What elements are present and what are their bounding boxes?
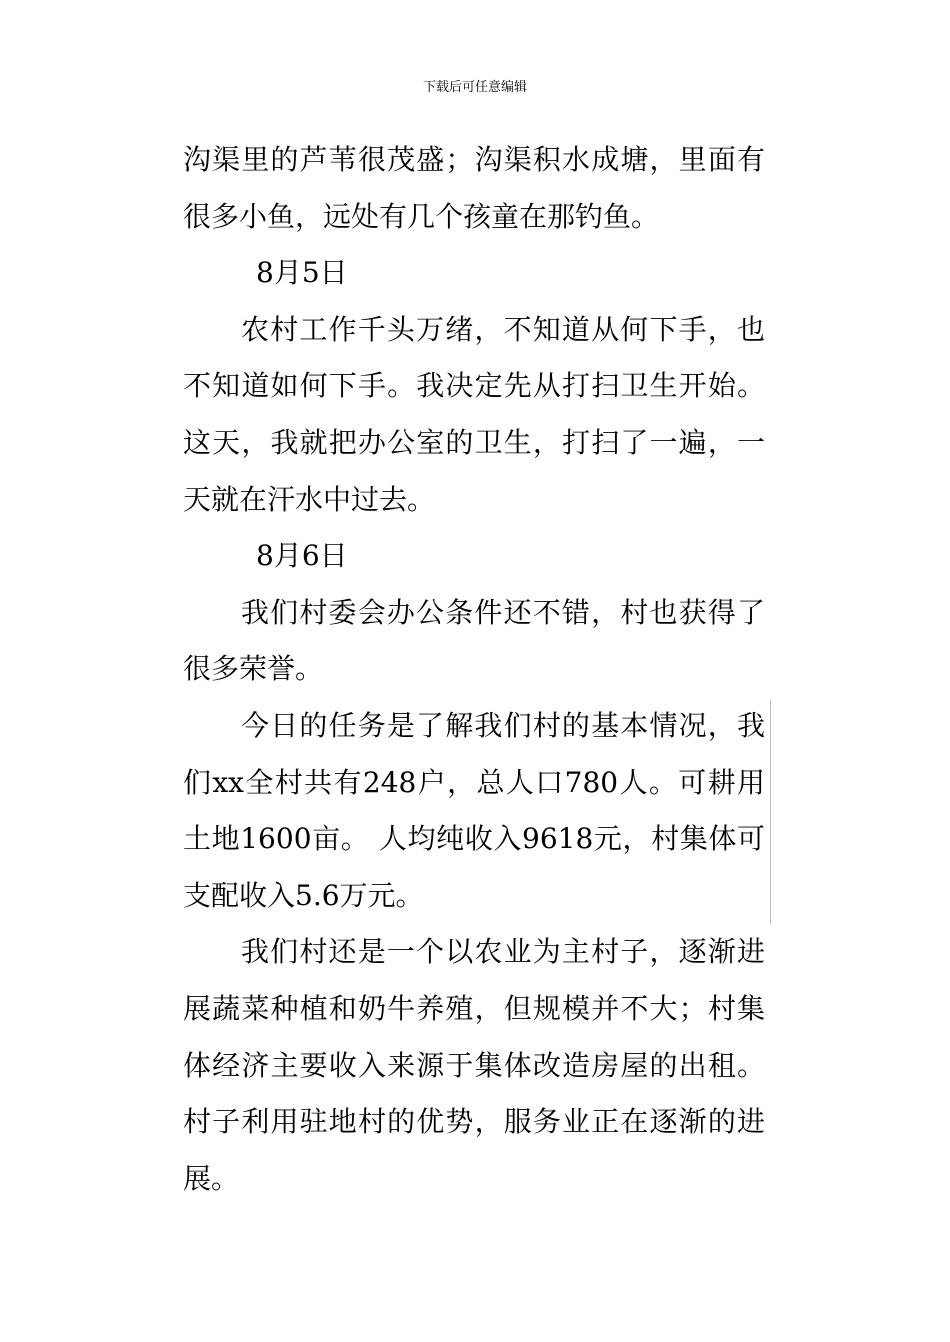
date-heading-1: 8月5日 <box>256 256 348 290</box>
paragraph-2: 农村工作千头万绪，不知道从何下手，也不知道如何下手。我决定先从打扫卫生开始。这天，我就把办公室的卫生，打扫了一遍，一天就在汗水中过去。 <box>183 312 765 516</box>
paragraph-1: 沟渠里的芦苇很茂盛；沟渠积水成塘，里面有很多小鱼，远处有几个孩童在那钓鱼。 <box>183 143 765 233</box>
paragraph-5: 我们村还是一个以农业为主村子，逐渐进展蔬菜种植和奶牛养殖，但规模并不大；村集体经济主要收入来源于集体改造房屋的出租。村子利用驻地村的优势，服务业正在逐渐的进展。 <box>183 935 765 1195</box>
page-header: 下载后可任意编辑 <box>422 80 527 95</box>
vertical-rule-divider <box>770 700 771 924</box>
paragraph-4: 今日的任务是了解我们村的基本情况，我们xx全村共有248户，总人口780人。可耕用土地1600亩。 人均纯收入9618元，村集体可支配收入5.6万元。 <box>183 708 765 912</box>
document-body <box>183 132 765 1207</box>
paragraph-3: 我们村委会办公条件还不错，村也获得了很多荣誉。 <box>183 595 765 686</box>
date-heading-2: 8月6日 <box>256 539 348 573</box>
